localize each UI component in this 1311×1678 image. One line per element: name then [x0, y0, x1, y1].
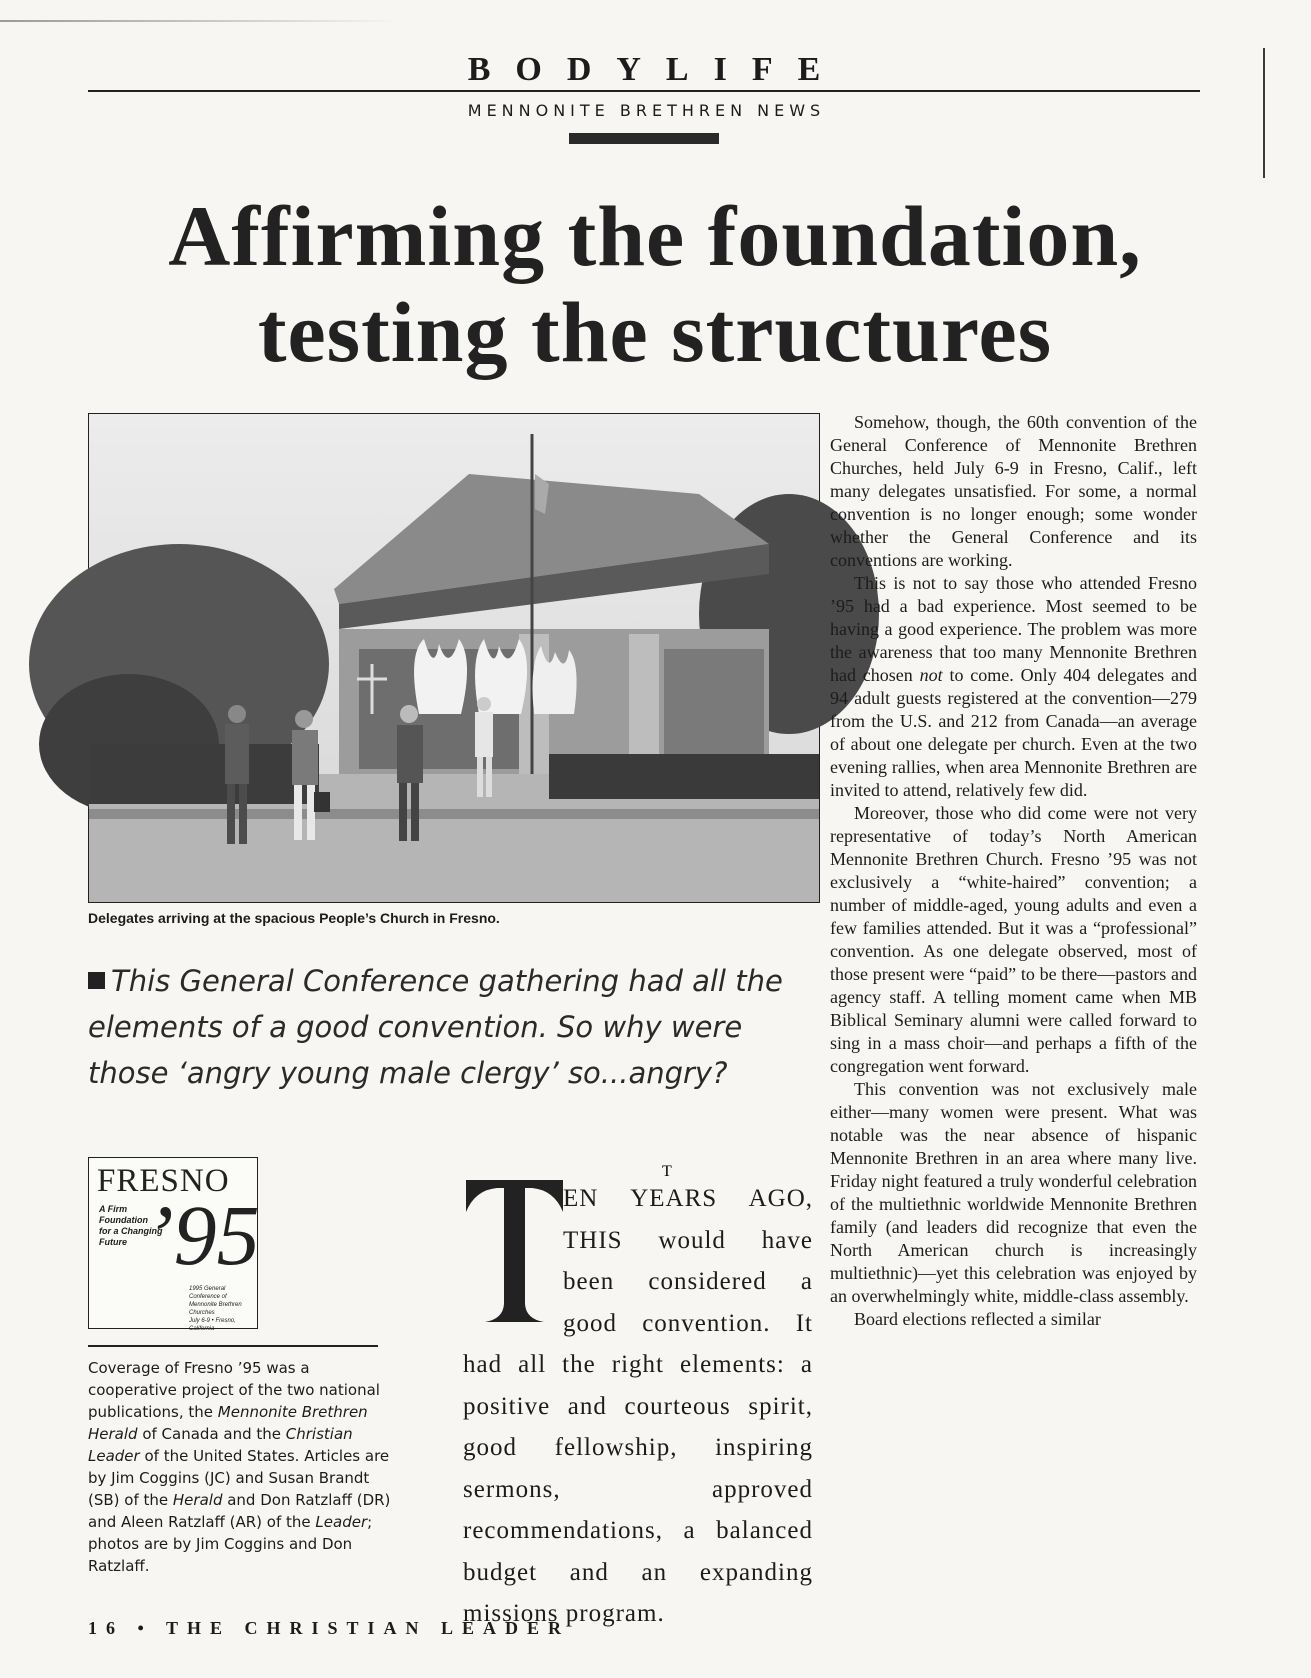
body-paragraph: [830, 572, 1197, 802]
logo-tagline-line: A Firm: [99, 1204, 128, 1214]
publication-name: THE CHRISTIAN LEADER: [166, 1618, 571, 1638]
lede-smallcaps: EN YEARS AGO, THIS: [563, 1185, 813, 1254]
deck-bullet-square: [88, 972, 105, 989]
folio-bullet: •: [137, 1618, 153, 1638]
coverage-credit: [88, 1357, 393, 1577]
logo-fine-line: Mennonite Brethren Churches: [189, 1302, 242, 1316]
body-emphasis: not: [919, 665, 943, 685]
credit-publication-name: Mennonite Brethren Herald: [88, 1403, 368, 1443]
lede-text: would have been considered a good convention. It had all the right elements: a positive and courteous spirit, good fellowship, inspiring sermons, approved recommendations, a balanced budget and an expanding missions program.: [463, 1226, 813, 1627]
logo-tagline-line: Future: [99, 1237, 127, 1247]
photo-caption: Delegates arriving at the spacious People’s Church in Fresno.: [88, 910, 500, 926]
credit-rule: [88, 1345, 378, 1347]
body-column: [830, 411, 1197, 1331]
article-headline: [60, 188, 1250, 380]
headline-line-1: Affirming the foundation,: [168, 188, 1142, 284]
page-edge-mark: [1263, 48, 1265, 178]
body-text: This is not to say those who attended Fresno ’95 had a bad experience. Most seemed to be having a good experience. The problem was more the awareness that too many Mennonite Brethren had chosen: [830, 573, 1197, 685]
lede-paragraph: [463, 1178, 813, 1635]
page-folio: [88, 1618, 570, 1639]
credit-text: of Canada and the: [137, 1425, 286, 1443]
section-masthead: [88, 52, 1200, 144]
deck-text: This General Conference gathering had all the elements of a good convention. So why were those ‘angry young male clergy’ so...angry?: [88, 964, 783, 1090]
drop-cap-text: T: [662, 1163, 672, 1180]
scan-artifact-line: [0, 20, 400, 22]
headline-line-2: testing the structures: [257, 284, 1053, 380]
credit-text: Coverage of Fresno ’95 was a cooperative project of the two national publications, the: [88, 1359, 380, 1421]
masthead-bar: [569, 133, 719, 144]
section-title: BODYLIFE: [467, 51, 846, 88]
church-photo: [88, 413, 820, 903]
fresno-95-logo: [88, 1157, 260, 1332]
logo-fine-line: 1995 General Conference of: [189, 1286, 227, 1300]
credit-publication-name: Leader: [315, 1513, 368, 1531]
logo-fineprint: [189, 1285, 251, 1333]
logo-city: FRESNO: [97, 1163, 230, 1199]
logo-fine-line: July 6-9 • Fresno, California: [189, 1318, 236, 1332]
credit-text: and Don Ratzlaff (DR) and Aleen Ratzlaff (AR) of the: [88, 1491, 391, 1531]
section-subtitle: MENNONITE BRETHREN NEWS: [467, 101, 826, 120]
credit-text: of the United States. Articles are by Jim Coggins (JC) and Susan Brandt (SB) of the: [88, 1447, 390, 1509]
article-deck: [88, 958, 828, 1096]
body-paragraph: Board elections reflected a similar: [854, 1309, 1101, 1329]
drop-cap-space: [463, 1178, 563, 1338]
body-paragraph: Moreover, those who did come were not very representative of today’s North American Mennonite Brethren Church. Fresno ’95 was not exclusively a “white-haired” convention; a number of middle-aged, young adults and even a few families attended. But it was a “professional” convention. As one delegate observed, most of those present were “paid” to be there—pastors and agency staff. A telling moment came when MB Biblical Seminary alumni were called forward to sing in a mass choir—and perhaps a fifth of the congregation went forward.: [830, 803, 1197, 1076]
church-photo-illustration: [89, 414, 819, 902]
credit-text: ; photos are by Jim Coggins and Don Ratzlaff.: [88, 1513, 373, 1575]
logo-tagline-line: Foundation: [99, 1215, 148, 1225]
body-paragraph: Somehow, though, the 60th convention of the General Conference of Mennonite Brethren Churches, held July 6-9 in Fresno, Calif., left many delegates unsatisfied. For some, a normal convention is no longer enough; some wonder whether the General Conference and its conventions are working.: [830, 412, 1197, 570]
masthead-rule: [88, 90, 1200, 92]
page-number: 16: [88, 1618, 124, 1638]
logo-tagline-line: for a Changing: [99, 1226, 163, 1236]
body-paragraph: This convention was not exclusively male either—many women were present. What was notable was the near absence of hispanic Mennonite Brethren in an area where many live. Friday night featured a truly wonderful celebration of the multiethnic worldwide Mennonite Brethren family (and leaders did recognize that even the North American church is increasingly multiethnic)—yet this celebration was enjoyed by an overwhelmingly white, middle-class assembly.: [830, 1079, 1197, 1306]
logo-year: ’95: [145, 1187, 260, 1283]
credit-publication-name: Herald: [172, 1491, 223, 1509]
credit-publication-name: Christian Leader: [88, 1425, 353, 1465]
body-text: to come. Only 404 delegates and 94 adult guests registered at the convention—279 from the U.S. and 212 from Canada—an average of about one delegate per church. Even at the two evening rallies, when area Mennonite Brethren are invited to attend, relatively few did.: [830, 665, 1197, 800]
